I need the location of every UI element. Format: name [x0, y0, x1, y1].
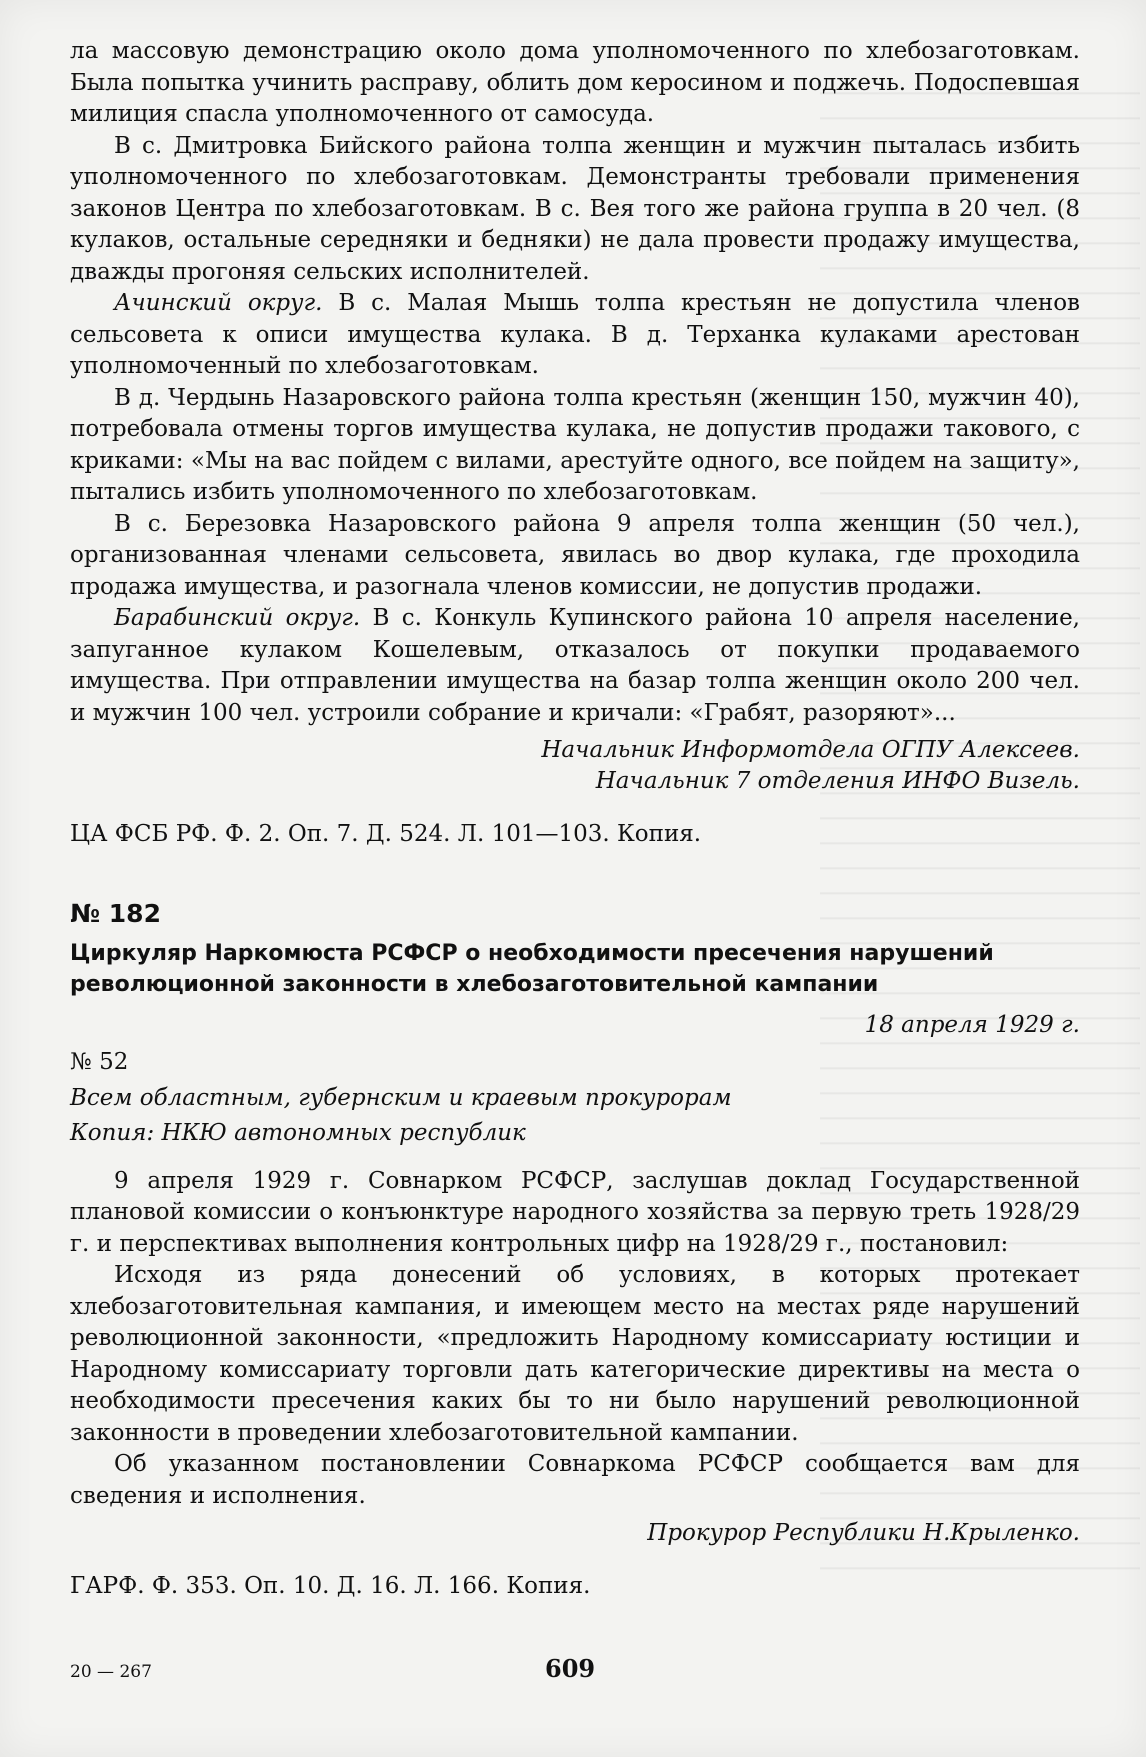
paragraph-dmitrovka: В с. Дмитровка Бийского района толпа женщин и мужчин пыталась избить уполномоченного по хлебозаготовкам. Демонстранты требовали применения законов Центра по хлебозаготовкам. В с. Вея того же района группа в 20 чел. (8 кулаков, остальные середняки и бедняки) не дала провести продажу имущества, дважды прогоняя сельских исполнителей. — [70, 132, 1080, 285]
circular-paragraph-2: Исходя из ряда донесений об условиях, в которых протекает хлебозаготовительная кампания, и имеющем место на местах ряде нарушений революционной законности, «предложить Народному комиссариату юстиции и Народному комиссариату торговли дать категорические директивы на места о необходимости пресечения каких бы то ни было нарушений революционной законности в проведении хлебозаготовительной кампании. — [70, 1262, 1080, 1446]
signature-line-2: Начальник 7 отделения ИНФО Визель. — [595, 768, 1080, 794]
addressee-line-1: Всем областным, губернским и краевым прокурорам — [70, 1084, 732, 1111]
paragraph-continuation: ла массовую демонстрацию около дома уполномоченного по хлебозаготовкам. Была попытка учинить расправу, облить дом керосином и поджечь. Подоспевшая милиция спасла уполномоченного от самосуда. — [70, 38, 1080, 127]
circular-number: № 52 — [70, 1049, 129, 1075]
page-content — [70, 36, 1080, 1603]
document-number: № 182 — [70, 898, 161, 928]
paragraph-barabinsk-text: В с. Конкуль Купинского района 10 апреля население, запуганное кулаком Кошелевым, отказалось от покупки продаваемого имущества. При отправлении имущества на базар толпа женщин около 200 чел. и мужчин 100 чел. устроили собрание и кричали: «Грабят, разоряют»... — [70, 605, 1080, 726]
circular-signature: Прокурор Республики Н.Крыленко. — [647, 1520, 1080, 1546]
archive-source-1: ЦА ФСБ РФ. Ф. 2. Оп. 7. Д. 524. Л. 101—103. Копия. — [70, 821, 702, 847]
document-title: Циркуляр Наркомюста РСФСР о необходимости пресечения нарушений революционной законности в хлебозаготовительной кампании — [70, 940, 994, 997]
district-name-barabinsk: Барабинский округ. — [114, 605, 361, 631]
page-number: 609 — [545, 1654, 596, 1683]
archive-source-2: ГАРФ. Ф. 353. Оп. 10. Д. 16. Л. 166. Копия. — [70, 1573, 591, 1599]
paragraph-berezovka: В с. Березовка Назаровского района 9 апреля толпа женщин (50 чел.), организованная членами сельсовета, явилась во двор кулака, где проходила продажа имущества, и разогнала членов комиссии, не допустив продажи. — [70, 510, 1080, 600]
signature-line-1: Начальник Информотдела ОГПУ Алексеев. — [541, 737, 1080, 763]
paragraph-achinsk-text: В с. Малая Мышь толпа крестьян не допустила членов сельсовета к описи имущества кулака. В д. Терханка кулаками арестован уполномоченный по хлебозаготовкам. — [70, 290, 1080, 379]
circular-paragraph-3: Об указанном постановлении Совнаркома РСФСР сообщается вам для сведения и исполнения. — [70, 1451, 1080, 1509]
signature-mark: 20 — 267 — [70, 1662, 152, 1682]
paragraph-cherdyn: В д. Чердынь Назаровского района толпа крестьян (женщин 150, мужчин 40), потребовала отмены торгов имущества кулака, не допустив продажи такового, с криками: «Мы на вас пойдем с вилами, арестуйте одного, все пойдем на защиту», пытались избить уполномоченного по хлебозаготовкам. — [70, 384, 1080, 505]
paragraph-achinsk — [70, 288, 1080, 383]
signature-block — [70, 735, 1080, 797]
addressee-line-2: Копия: НКЮ автономных республик — [70, 1120, 526, 1146]
paragraph-barabinsk — [70, 603, 1080, 729]
circular-paragraph-1: 9 апреля 1929 г. Совнарком РСФСР, заслушав доклад Государственной плановой комиссии о конъюнктуре народного хозяйства за первую треть 1928/29 г. и перспективах выполнения контрольных цифр на 1928/29 г., постановил: — [70, 1167, 1080, 1257]
document-date: 18 апреля 1929 г. — [864, 1011, 1080, 1038]
district-name-achinsk: Ачинский округ. — [114, 290, 323, 316]
